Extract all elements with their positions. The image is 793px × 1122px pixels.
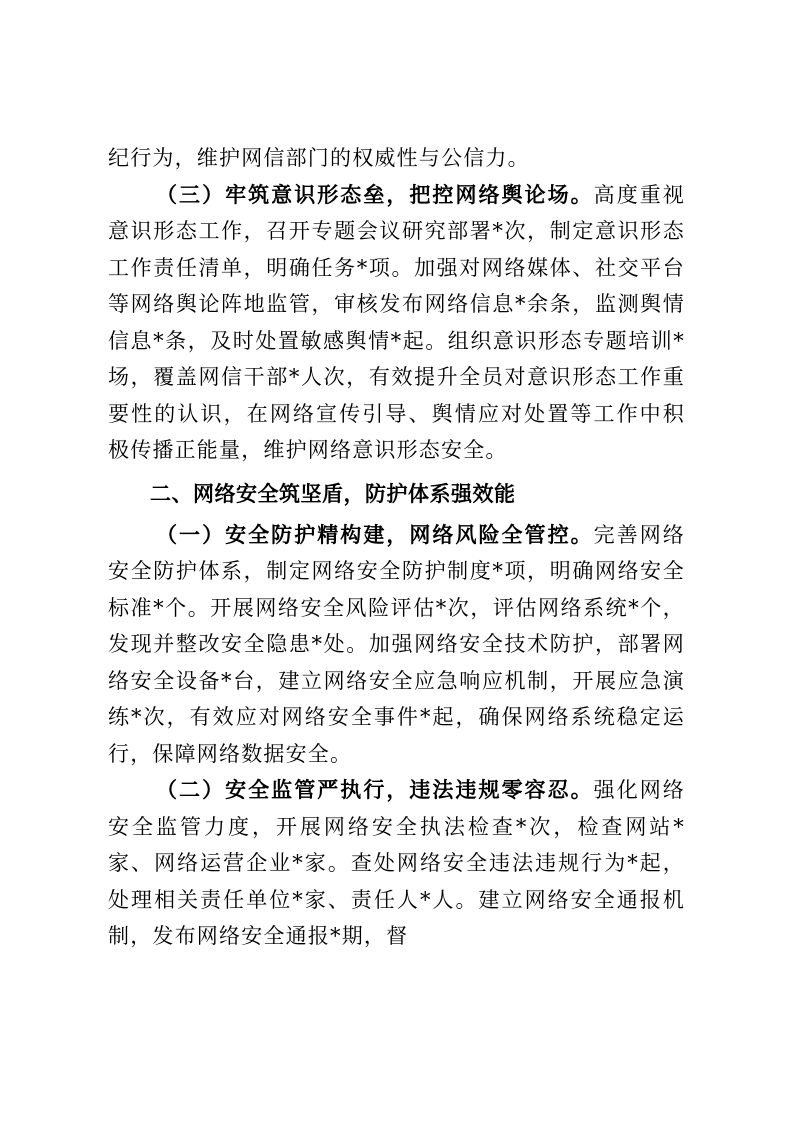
- paragraph-text: 强化网络安全监管力度，开展网络安全执法检查*次，检查网站*家、网络运营企业*家。查处网络安全违法违规行为*起，处理相关责任单位*家、责任人*人。建立网络安全通报机制，发布网络安全通报*期，督: [108, 778, 685, 948]
- paragraph-text: 高度重视意识形态工作，召开专题会议研究部署*次，制定意识形态工作责任清单，明确任务*项。加强对网络媒体、社交平台等网络舆论阵地监管，审核发布网络信息*余条，监测舆情信息*条，及时处置敏感舆情*起。组织意识形态专题培训*场，覆盖网信干部*人次，有效提升全员对意识形态工作重要性的认识，在网络宣传引导、舆情应对处置等工作中积极传播正能量，维护网络意识形态安全。: [108, 182, 685, 462]
- section-heading-network-security: 二、网络安全筑坚盾，防护体系强效能: [150, 481, 516, 506]
- paragraph-lead: （一）安全防护精构建，网络风险全管控。: [156, 521, 594, 547]
- paragraph-text: 纪行为，维护网信部门的权威性与公信力。: [108, 146, 530, 170]
- paragraph-ideology: [108, 177, 685, 469]
- paragraph-lead: （三）牢筑意识形态垒，把控网络舆论场。: [156, 181, 594, 207]
- paragraph-continuation: [108, 140, 685, 177]
- paragraph-text: 完善网络安全防护体系，制定网络安全防护制度*项，明确网络安全标准*个。开展网络安全风险评估*次，评估网络系统*个，发现并整改安全隐患*处。加强网络安全技术防护，部署网络安全设备*台，建立网络安全应急响应机制，开展应急演练*次，有效应对网络安全事件*起，确保网络系统稳定运行，保障网络数据安全。: [108, 522, 685, 766]
- paragraph-lead: （二）安全监管严执行，违法违规零容忍。: [156, 777, 594, 802]
- paragraph-security-supervision: [108, 772, 685, 955]
- paragraph-security-protection: [108, 517, 685, 773]
